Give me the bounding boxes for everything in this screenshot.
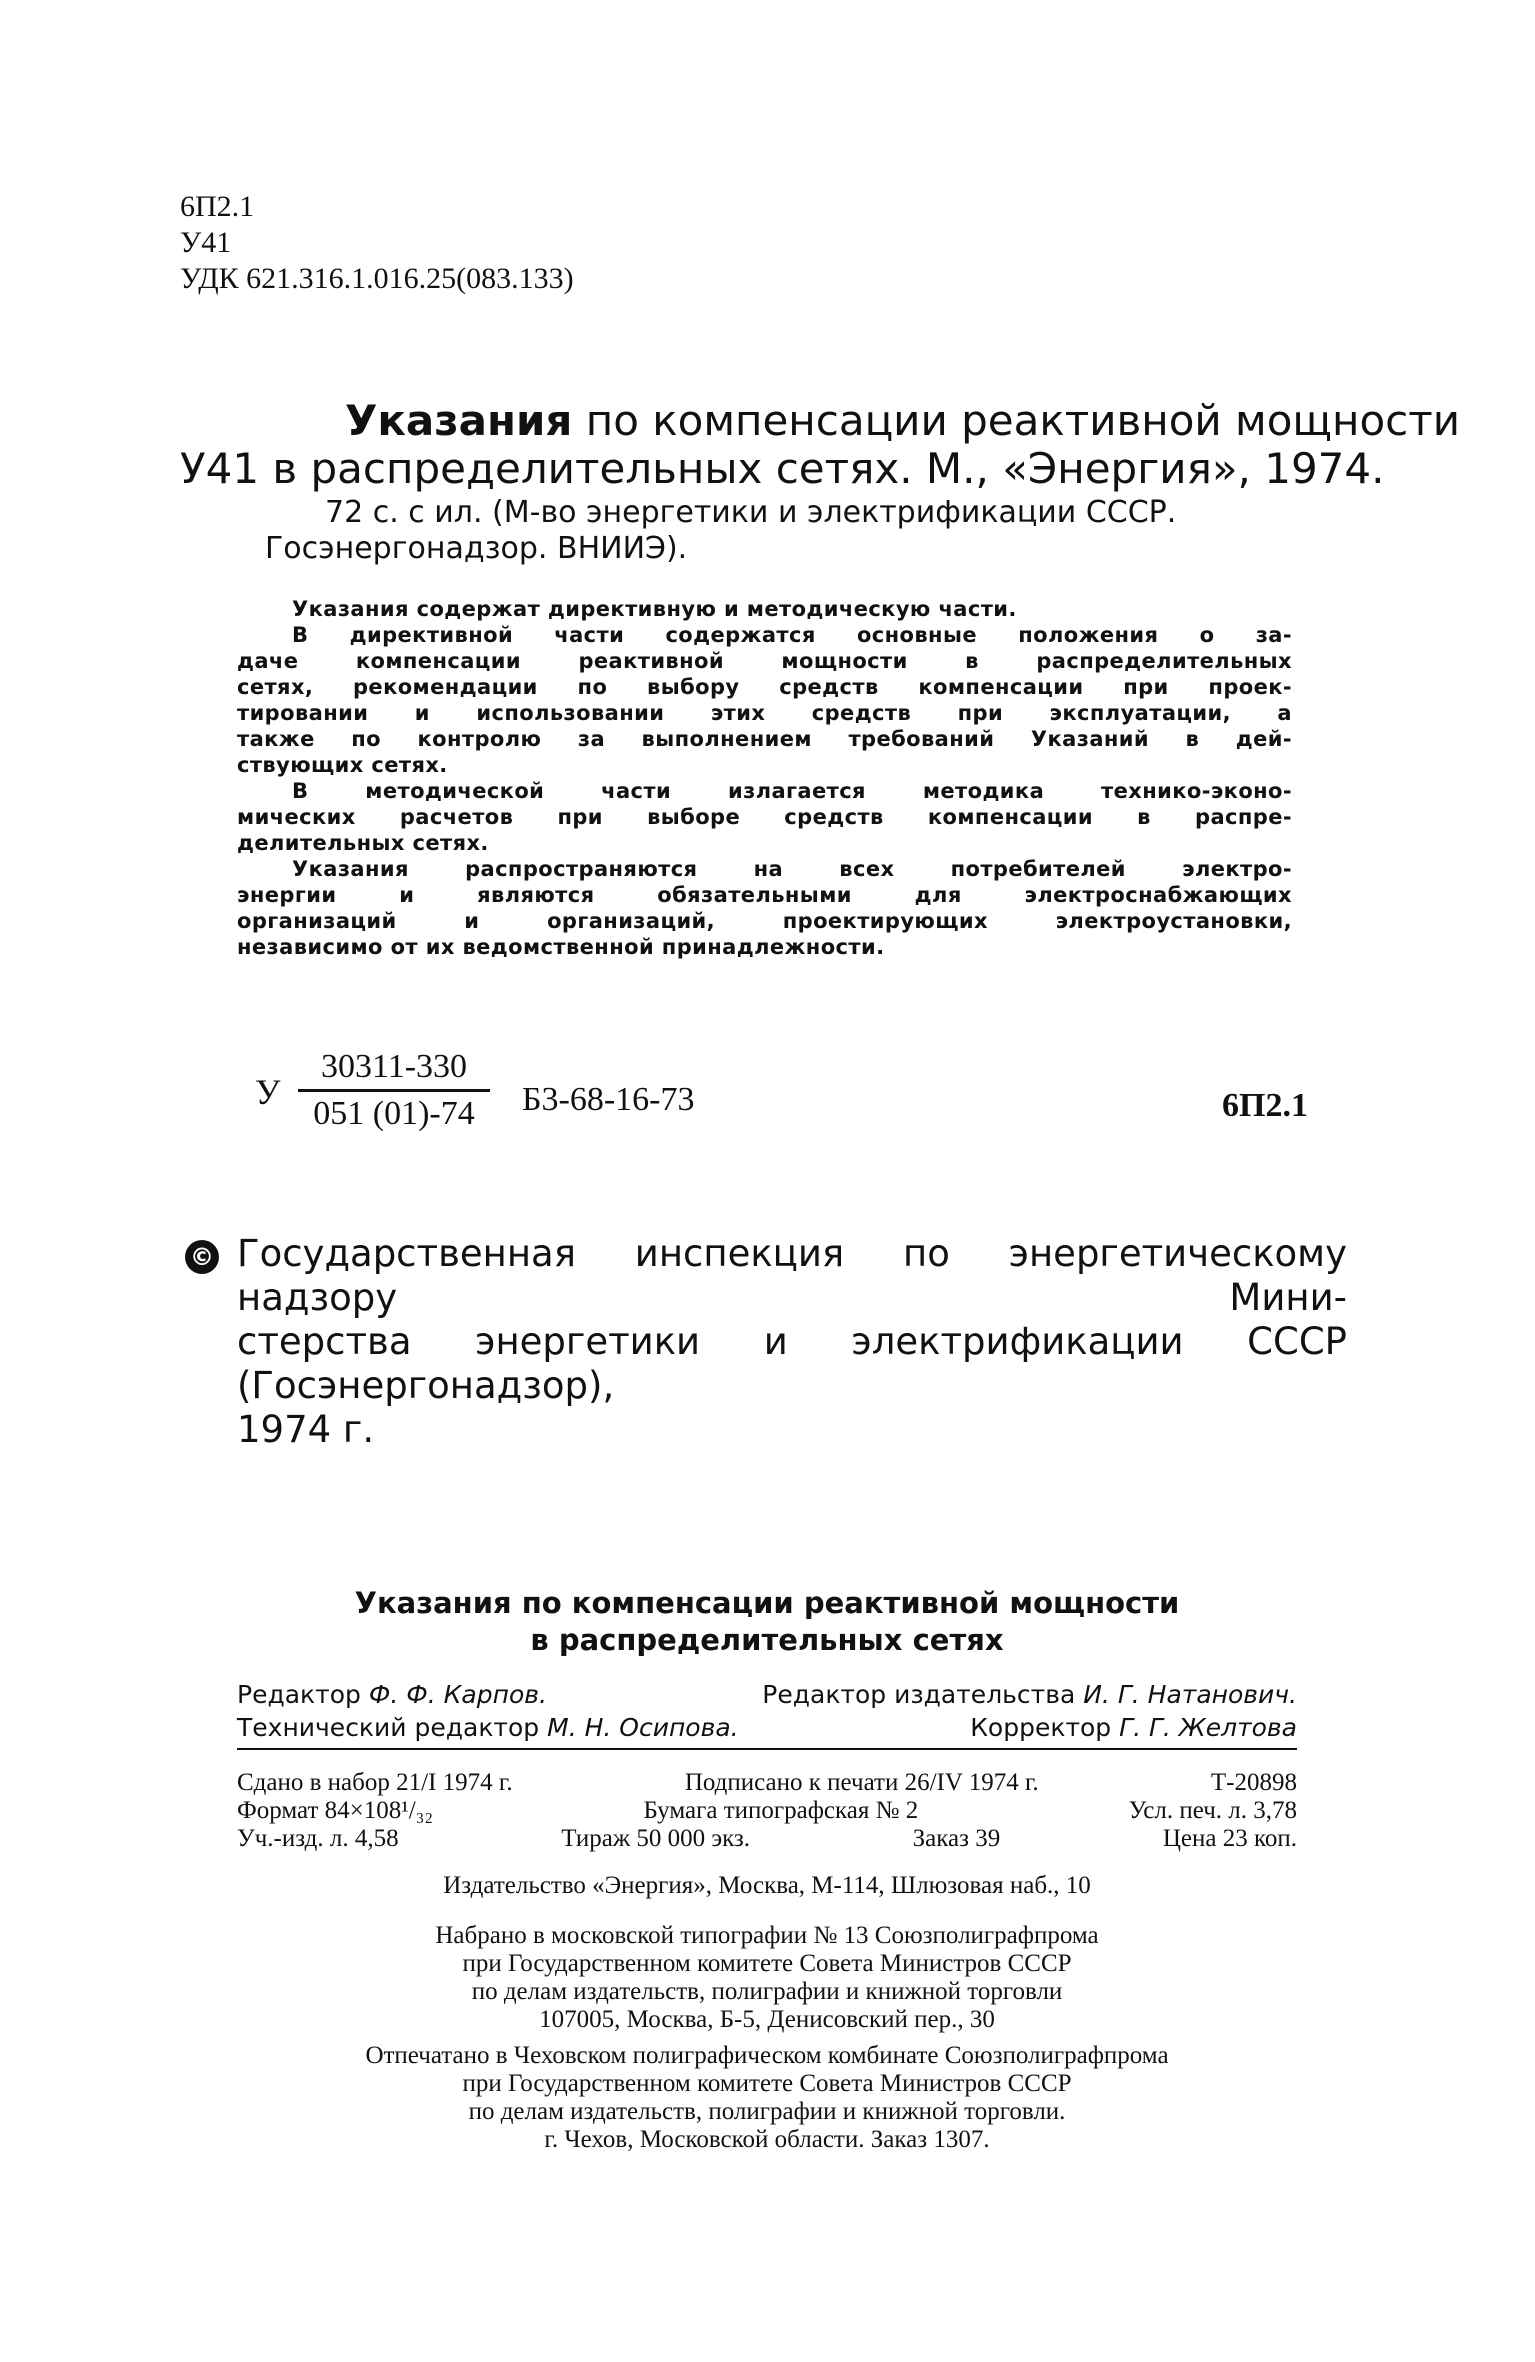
printed-line: г. Чехов, Московской области. Заказ 1307. <box>544 2126 990 2153</box>
library-code: 6П2.1 <box>180 190 255 223</box>
publishing-editor-name: И. Г. Натанович. <box>1083 1680 1297 1709</box>
proofreader <box>970 1713 1297 1743</box>
print-data-row3 <box>237 1824 1297 1854</box>
title-line1-rest: по компенсации реактивной мощности <box>585 396 1460 445</box>
publisher-line <box>237 1872 1297 1900</box>
print-cell: Тираж 50 000 экз. <box>561 1825 751 1852</box>
proofreader-label: Корректор <box>970 1713 1112 1742</box>
copyright-icon <box>185 1240 233 1274</box>
tech-editors-row <box>237 1713 1297 1743</box>
annotation-line: даче компенсации реактивной мощности в распределительных <box>237 649 1292 673</box>
bibliography-desc-line1: 72 с. с ил. (М-во энергетики и электрификации СССР. <box>325 495 1177 530</box>
title-bold-word: Указания <box>345 396 573 445</box>
annotation-line: тировании и использовании этих средств при эксплуатации, а <box>237 701 1292 725</box>
print-data-row1 <box>237 1768 1297 1798</box>
index-code-right: 6П2.1 <box>1222 1087 1308 1124</box>
editors-row <box>237 1680 1297 1710</box>
print-cell: Цена 23 коп. <box>1162 1825 1297 1852</box>
annotation-line: ствующих сетях. <box>237 753 448 777</box>
annotation-line: делительных сетях. <box>237 831 489 855</box>
proofreader-name: Г. Г. Желтова <box>1119 1713 1297 1742</box>
printed-line: при Государственном комитете Совета Министров СССР <box>462 2070 1072 2097</box>
annotation-line: энергии и являются обязательными для электроснабжающих <box>237 883 1292 907</box>
fraction-bar <box>298 1089 490 1092</box>
print-cell: Усл. печ. л. 3,78 <box>1128 1797 1297 1824</box>
imprint-title-line2: в распределительных сетях <box>530 1623 1004 1657</box>
copyright-line: 1974 г. <box>237 1408 375 1451</box>
annotation-line: Указания содержат директивную и методическую части. <box>292 597 1017 621</box>
print-cell: Бумага типографская № 2 <box>643 1797 919 1824</box>
copyright-symbol: © <box>185 1240 219 1274</box>
copyright-line: Государственная инспекция по энергетическому надзору Мини- <box>237 1232 1347 1319</box>
print-cell: Сдано в набор 21/I 1974 г. <box>237 1769 513 1796</box>
bibliography-title-line1 <box>345 398 1460 444</box>
annotation-line: сетях, рекомендации по выбору средств компенсации при проек- <box>237 675 1292 699</box>
index-letter: У <box>255 1072 281 1112</box>
typeset-line: при Государственном комитете Совета Министров СССР <box>462 1950 1072 1977</box>
publishing-editor-label: Редактор издательства <box>762 1680 1076 1709</box>
typeset-line: по делам издательств, полиграфии и книжной торговли <box>471 1978 1063 2005</box>
annotation-line: также по контролю за выполнением требований Указаний в дей- <box>237 727 1292 751</box>
index-numerator: 30311-330 <box>320 1048 468 1085</box>
imprint-divider <box>237 1748 1297 1750</box>
index-fraction <box>298 1047 490 1134</box>
printed-line: Отпечатано в Чеховском полиграфическом комбинате Союзполиграфпрома <box>365 2042 1169 2069</box>
plan-number: Б3-68-16-73 <box>522 1081 695 1118</box>
print-cell: Заказ 39 <box>912 1825 1001 1852</box>
print-cell: Уч.-изд. л. 4,58 <box>237 1825 399 1852</box>
print-cell: Формат 84×108¹/₃₂ <box>237 1797 434 1824</box>
typesetting-info <box>237 1922 1297 2034</box>
annotation-line: В директивной части содержатся основные положения о за- <box>292 623 1292 647</box>
technical-editor-label: Технический редактор <box>237 1713 540 1742</box>
printing-info <box>237 2042 1297 2154</box>
editor-name: Ф. Ф. Карпов. <box>368 1680 547 1709</box>
copyright-notice <box>237 1232 1347 1452</box>
publisher-address: Издательство «Энергия», Москва, М-114, Шлюзовая наб., 10 <box>443 1872 1091 1899</box>
title-author-sign: У41 <box>180 444 260 493</box>
print-cell: Подписано к печати 26/IV 1974 г. <box>684 1769 1039 1796</box>
udc-code: УДК 621.316.1.016.25(083.133) <box>180 262 574 295</box>
typeset-line: Набрано в московской типографии № 13 Союзполиграфпрома <box>435 1922 1099 1949</box>
bibliography-desc-line2: Госэнергонадзор. ВНИИЭ). <box>265 531 688 566</box>
bibliography-title-line2 <box>180 446 1384 492</box>
imprint-title-line1: Указания по компенсации реактивной мощности <box>354 1586 1180 1620</box>
print-cell: Т-20898 <box>1210 1769 1297 1796</box>
author-sign: У41 <box>180 226 232 259</box>
technical-editor <box>237 1713 739 1743</box>
annotation-line: Указания распространяются на всех потребителей электро- <box>292 857 1292 881</box>
typeset-line: 107005, Москва, Б-5, Денисовский пер., 30 <box>539 2006 995 2033</box>
index-denominator: 051 (01)-74 <box>313 1095 475 1132</box>
annotation <box>237 596 1292 960</box>
annotation-line: В методической части излагается методика технико-эконо- <box>292 779 1292 803</box>
title-line2-rest: в распределительных сетях. М., «Энергия», 1974. <box>272 444 1385 493</box>
editor-label: Редактор <box>237 1680 361 1709</box>
annotation-line: организаций и организаций, проектирующих электроустановки, <box>237 909 1292 933</box>
annotation-line: независимо от их ведомственной принадлежности. <box>237 935 885 959</box>
printed-line: по делам издательств, полиграфии и книжной торговли. <box>468 2098 1066 2125</box>
annotation-line: мических расчетов при выборе средств компенсации в распре- <box>237 805 1292 829</box>
technical-editor-name: М. Н. Осипова. <box>547 1713 739 1742</box>
editor <box>237 1680 547 1710</box>
publishing-editor <box>762 1680 1297 1710</box>
print-data-row2 <box>237 1796 1297 1826</box>
copyright-line: стерства энергетики и электрификации СССР (Госэнергонадзор), <box>237 1320 1347 1407</box>
